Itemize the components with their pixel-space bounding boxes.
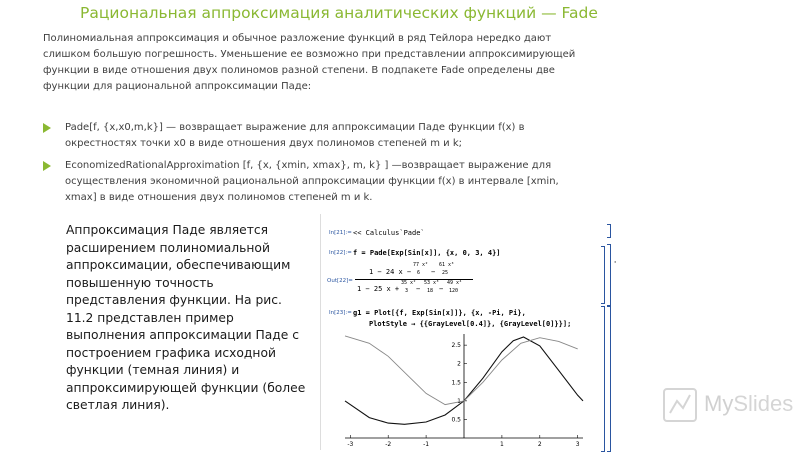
denominator-frac3-top: 49 x⁴ [447, 280, 463, 286]
mathematica-screenshot [320, 214, 617, 450]
in21-code: << Calculus`Pade` [353, 229, 425, 237]
cell-bracket [607, 224, 611, 238]
x-tick-label: 3 [575, 441, 580, 448]
myslides-logo-icon [660, 385, 700, 425]
side-mark: ' [613, 260, 618, 268]
cell-bracket [607, 306, 611, 452]
bullet-arrow-icon [43, 123, 51, 133]
in22-label: In[22]:= [329, 250, 352, 256]
x-tick-label: 1 [499, 441, 504, 448]
x-tick-label: 2 [537, 441, 542, 448]
denominator-frac2-bottom: 18 [427, 288, 434, 294]
bullet-item-pade [43, 120, 588, 152]
page-title: Рациональная аппроксимация аналитических функций — Fade [80, 4, 598, 22]
y-tick-label: 1.5 [451, 379, 461, 387]
y-tick-label: 2.5 [451, 342, 461, 350]
pade-plot [323, 328, 613, 450]
in21-label: In[21]:= [329, 230, 352, 236]
cell-bracket [607, 244, 611, 306]
x-tick-label: -2 [385, 441, 392, 448]
in23-code-line1: g1 = Plot[{f, Exp[Sin[x]]}, {x, -Pi, Pi}, [353, 309, 526, 317]
y-tick-label: 0.5 [451, 416, 461, 424]
denominator-minus1: − [416, 285, 421, 293]
series-line-pade [345, 336, 578, 405]
bullet-text-economized: EconomizedRationalApproximation [f, {x, {xmin, xmax}, m, k} ] —возвращает выражение для осуществления экономичной рациональной аппроксимации функции f(x) в интервале [xmin, xmax] в виде отношения двух полиномов степеней m и k. [65, 160, 559, 203]
pade-fraction [355, 258, 473, 300]
myslides-watermark [660, 385, 794, 425]
numerator-term1: 1 − 24 x − [369, 268, 412, 276]
denominator-frac1-top: 35 x² [401, 280, 417, 286]
x-tick-label: -3 [347, 441, 354, 448]
out22-label: Out[22]= [327, 278, 353, 284]
in22-code: f = Pade[Exp[Sin[x]], {x, 0, 3, 4}] [353, 249, 501, 257]
cell-bracket [601, 306, 605, 452]
denominator-frac3-bottom: 120 [449, 288, 459, 294]
bullet-text-pade: Pade[f, {x,x0,m,k}] — возвращает выражение для аппроксимации Паде функции f(x) в окрестностях точки x0 в виде отношения двух полиномов степеней m и k; [65, 122, 525, 149]
bullet-item-economized [43, 158, 588, 206]
numerator-minus: − [431, 268, 436, 276]
denominator-minus2: − [439, 285, 444, 293]
y-tick-label: 1 [457, 397, 461, 405]
in23-code-line2: PlotStyle → {{GrayLevel[0.4]}, {GrayLevel[0]}}]; [369, 320, 572, 328]
denominator-term1: 1 − 25 x + [357, 285, 400, 293]
denominator-frac1-bottom: 3 [405, 288, 409, 294]
watermark-text: MySlides [704, 391, 794, 416]
numerator-frac2-bottom: 25 [442, 270, 449, 276]
cell-bracket [601, 246, 605, 304]
intro-paragraph: Полиномиальная аппроксимация и обычное разложение функций в ряд Тейлора нередко дают слишком большую погрешность. Уменьшение ее возможно при представлении аппроксимирующей функции в виде отношения двух полиномов разной степени. В подпакете Fade определены две функции для рациональной аппроксимации Паде: [43, 33, 576, 92]
numerator-frac1-bottom: 6 [417, 270, 421, 276]
in23-label: In[23]:= [329, 310, 352, 316]
x-tick-label: -1 [423, 441, 430, 448]
numerator-frac2-top: 61 x³ [439, 262, 455, 268]
denominator-frac2-top: 53 x³ [424, 280, 440, 286]
y-tick-label: 2 [457, 360, 461, 368]
bullet-arrow-icon [43, 161, 51, 171]
numerator-frac1-top: 77 x² [413, 262, 429, 268]
bullet-list [43, 120, 588, 212]
pade-description: Аппроксимация Паде является расширением полиномиальной аппроксимации, обеспечивающим повышенную точность представления функции. На рис. 11.2 представлен пример выполнения аппроксимации Паде с построением графика исходной функции (темная линия) и аппроксимирующей функции (более светлая линия). [66, 223, 306, 412]
